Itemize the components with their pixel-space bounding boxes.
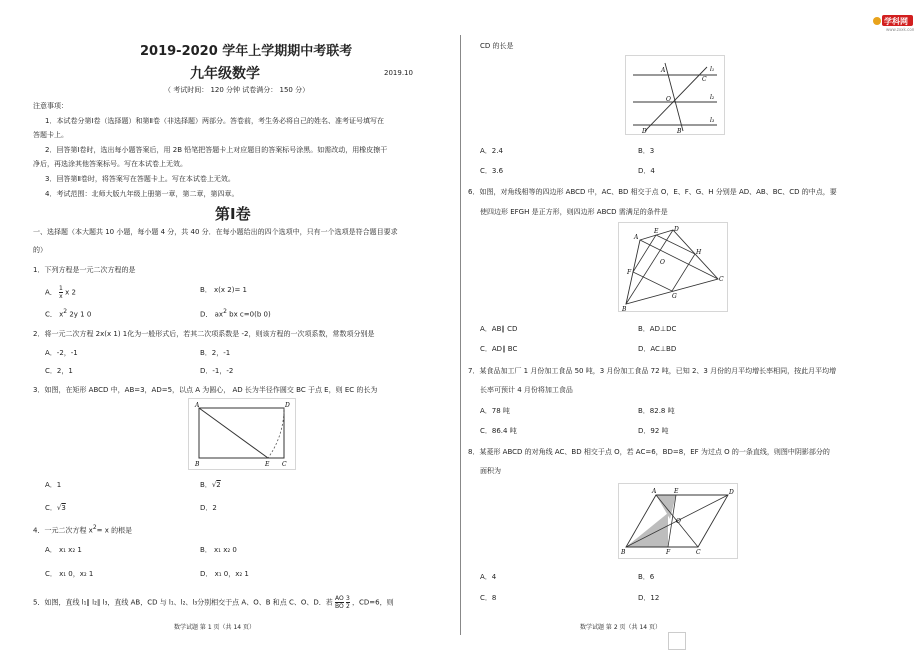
q8-option-a: A．4 [480, 573, 497, 581]
section-intro: 一、选择题（本大题共 10 小题，每小题 4 分，共 40 分．在每小题给出的四个选项中，只有一个选项是符合题目要求 [33, 228, 398, 236]
fig5-label-a: A [661, 67, 666, 74]
q7-option-a: A．78 吨 [480, 407, 510, 415]
q8-option-c: C．8 [480, 594, 497, 602]
q3-b-label: B． [200, 481, 212, 489]
note-line: 净后，再选涂其他答案标号。写在本试卷上无效。 [33, 160, 187, 168]
q5-figure [625, 55, 725, 135]
q5-stem [33, 595, 394, 610]
q5-frac2-den: 2 [345, 603, 350, 610]
fig6-label-c: C [719, 276, 724, 283]
q6-option-c: C．AD∥ BC [480, 345, 518, 353]
fig6-label-d: D [674, 226, 679, 233]
q2-option-a: A．-2，-1 [45, 349, 78, 357]
q1-option-c [45, 308, 91, 319]
fig5-l1: l₁ [710, 66, 715, 73]
section-intro: 的） [33, 246, 47, 254]
q6-option-a: A．AB∥ CD [480, 325, 518, 333]
q3-option-b: B．√2 [200, 481, 221, 489]
page-divider [460, 35, 461, 635]
q6-stem: 6．如图，对角线相等的四边形 ABCD 中，AC、BD 相交于点 O，E、F、G、H 分别是 AD、AB、BC、CD 的中点，要 [468, 188, 837, 196]
q7-stem: 7．某食品加工厂 1 月份加工食品 50 吨，3 月份加工食品 72 吨，已知 2、3 月份的月平均增长率相同，按此月平均增 [468, 367, 837, 375]
q3-option-d: D．2 [200, 504, 217, 512]
fig6-label-b: B [622, 306, 627, 312]
fig8-label-d: D [729, 489, 734, 496]
q7-option-d: D．92 吨 [638, 427, 669, 435]
q3-stem: 3．如图，在矩形 ABCD 中，AB=3，AD=5，以点 A 为圆心， AD 长为半径作圆交 BC 于点 E，则 EC 的长为 [33, 386, 378, 394]
q8-stem-2: 面积为 [480, 467, 501, 475]
q1-a-rest: x 2 [65, 288, 76, 297]
q8-option-b: B．6 [638, 573, 655, 581]
q2-stem: 2．将一元二次方程 2x(x 1) 1化为一般形式后，若其二次项系数是 -2，则该方程的一次项系数，常数项分别是 [33, 330, 375, 338]
note-line: 3．回答第Ⅱ卷时，将答案写在答题卡上。写在本试卷上无效。 [45, 175, 235, 183]
q2-option-b: B．2，-1 [200, 349, 231, 357]
q3-b-val: 2 [216, 481, 221, 489]
q1-a-label: A． [45, 288, 57, 297]
q7-option-c: C．86.4 吨 [480, 427, 517, 435]
footer-left: 数学试题 第 1 页（共 14 页） [174, 624, 255, 631]
q2-option-c: C．2，1 [45, 367, 73, 375]
q1-d-label: D． ax [200, 310, 224, 319]
exam-info: （ 考试时间： 120 分钟 试卷满分： 150 分） [164, 86, 310, 94]
q1-option-d [200, 308, 271, 319]
q8-option-d: D．12 [638, 594, 660, 602]
logo-text: 学科网 [884, 17, 908, 26]
fig3-label-d: D [285, 402, 290, 409]
q1-d-sup: 2 [223, 308, 227, 315]
q3-option-a: A．1 [45, 481, 62, 489]
fig6-label-e: E [654, 228, 659, 235]
fig5-l2: l₂ [710, 94, 715, 101]
fig6-label-h: H [696, 249, 702, 256]
logo-url: www.zxxk.com [886, 27, 914, 32]
q6-option-b: B．AD⊥DC [638, 325, 677, 333]
fig5-l3: l₃ [710, 117, 715, 124]
footer-right: 数学试题 第 2 页（共 14 页） [580, 624, 661, 631]
fig6-label-o: O [660, 259, 665, 266]
fig8-label-o: O [676, 518, 681, 525]
brand-logo [872, 14, 914, 32]
fig6-label-f: F [627, 269, 632, 276]
q4-stem-rest: = x 的根是 [96, 526, 133, 535]
q4-stem-text: 4．一元二次方程 x [33, 526, 93, 535]
q1-d-rest: bx c=0(b 0) [229, 310, 271, 319]
fig8-label-c: C [696, 549, 701, 556]
exam-date: 2019.10 [384, 69, 413, 77]
q5-frac-den: BO [334, 603, 344, 610]
q7-option-b: B．82.8 吨 [638, 407, 675, 415]
q5-frac2-num: 3 [345, 595, 350, 602]
fig8-label-b: B [621, 549, 626, 556]
section-title: 第Ⅰ卷 [215, 205, 251, 223]
fig3-label-a: A [195, 402, 200, 409]
note-line: 答题卡上。 [33, 131, 68, 139]
q4-stem-sup: 2 [92, 524, 97, 531]
q3-c-val: 3 [61, 504, 66, 512]
q5-option-a: A．2.4 [480, 147, 503, 155]
fig3-label-b: B [195, 461, 200, 468]
exam-subtitle: 九年级数学 [190, 66, 260, 82]
q1-option-a [45, 285, 76, 300]
q4-stem [33, 524, 132, 535]
fig6-label-a: A [634, 234, 639, 241]
q4-option-c: C． x₁ 0，x₂ 1 [45, 570, 94, 578]
fig8-label-f: F [666, 549, 671, 556]
q6-option-d: D．AC⊥BD [638, 345, 677, 353]
q3-option-c: C．√3 [45, 504, 66, 512]
q3-figure [188, 398, 296, 470]
q1-option-b: B． x(x 2)= 1 [200, 286, 247, 294]
q8-stem: 8．某菱形 ABCD 的对角线 AC、BD 相交于点 O，若 AC=6，BD=8，EF 为过点 O 的一条直线，则图中阴影部分的 [468, 448, 830, 456]
q6-stem-2: 使四边形 EFGH 是正方形，则四边形 ABCD 需满足的条件是 [480, 208, 668, 216]
q8-figure [618, 483, 738, 559]
fig5-label-b: B [677, 128, 682, 135]
q4-option-b: B． x₁ x₂ 0 [200, 546, 237, 554]
note-line: 4．考试范围：北师大版九年级上册第一章，第二章，第四章。 [45, 190, 239, 198]
q1-c-sup: 2 [63, 308, 68, 315]
fig5-label-o: O [666, 96, 671, 103]
q3-c-label: C． [45, 504, 57, 512]
q7-stem-2: 长率可预计 4 月份将加工食品 [480, 386, 573, 394]
fig5-label-c: C [702, 76, 707, 83]
q5-option-c: C．3.6 [480, 167, 504, 175]
q1-a-num: 1 [59, 285, 63, 292]
q5-stem-continued: CD 的长是 [480, 42, 514, 50]
note-line: 1．本试卷分第Ⅰ卷（选择题）和第Ⅱ卷（非选择题）两部分。答卷前，考生务必将自己的姓名、准考证号填写在 [45, 117, 384, 125]
q5-stem-end: ，CD=6，则 [352, 598, 394, 607]
q1-c-rest: 2y 1 0 [69, 310, 92, 319]
q1-c-label: C． x [45, 310, 64, 319]
q1-stem: 1．下列方程是一元二次方程的是 [33, 266, 136, 274]
fig3-label-c: C [282, 461, 287, 468]
q6-figure [618, 222, 728, 312]
q2-option-d: D．-1，-2 [200, 367, 234, 375]
fig8-label-a: A [652, 488, 657, 495]
q5-option-d: D．4 [638, 167, 655, 175]
note-line: 2．回答第Ⅰ卷时，选出每小题答案后，用 2B 铅笔把答题卡上对应题目的答案标号涂黑。如需改动，用橡皮擦干 [45, 146, 388, 154]
notes-heading: 注意事项： [33, 102, 68, 110]
fig8-label-e: E [674, 488, 679, 495]
fig6-label-g: G [672, 293, 677, 300]
fig3-label-e: E [265, 461, 270, 468]
q1-a-den: x [59, 293, 63, 300]
q5-stem-text: 5．如图，直线 l₁∥ l₂∥ l₃，直线 AB，CD 与 l₁、l₂、l₃分别相交于点 A、O、B 和点 C、O、D．若 [33, 598, 333, 607]
q4-option-d: D． x₁ 0，x₂ 1 [200, 570, 249, 578]
q5-option-b: B．3 [638, 147, 655, 155]
corner-box [668, 632, 686, 650]
q4-option-a: A． x₁ x₂ 1 [45, 546, 82, 554]
q5-frac-num: AO [334, 595, 344, 602]
fig5-label-d: D [642, 128, 647, 135]
exam-title: 2019-2020 学年上学期期中考联考 [140, 44, 353, 59]
